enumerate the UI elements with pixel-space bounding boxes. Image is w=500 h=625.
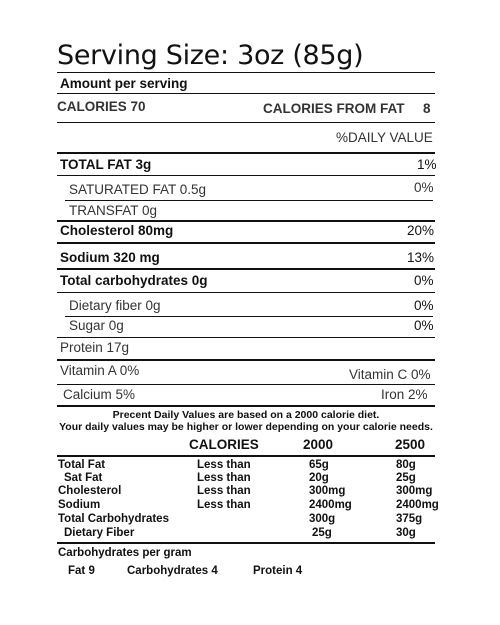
total-fat-label: TOTAL FAT 3g xyxy=(60,157,152,172)
trans-fat-label: TRANSFAT 0g xyxy=(69,203,158,218)
table-header-calories: CALORIES xyxy=(189,437,259,452)
sodium-label: Sodium 320 mg xyxy=(60,250,160,265)
table-row-2000: 300mg xyxy=(309,485,346,497)
table-row-2500: 80g xyxy=(396,459,416,471)
calories-from-fat-label: CALORIES FROM FAT xyxy=(263,101,405,116)
table-header-2000: 2000 xyxy=(303,437,334,452)
table-row-2000: 300g xyxy=(309,513,336,525)
sugar-dv: 0% xyxy=(414,318,434,333)
footnote-line-1: Precent Daily Values are based on a 2000 calorie diet. xyxy=(112,409,380,421)
table-row-cmp: Less than xyxy=(197,485,251,497)
calories-label: CALORIES 70 xyxy=(57,99,146,114)
vitamin-a: Vitamin A 0% xyxy=(60,363,140,378)
table-row-cmp: Less than xyxy=(197,459,251,471)
dietary-fiber-dv: 0% xyxy=(414,298,434,313)
footnote-line-2: Your daily values may be higher or lower depending on your calorie needs. xyxy=(59,421,433,433)
table-row-2500: 300mg xyxy=(396,485,433,497)
divider xyxy=(57,93,435,94)
amount-per-serving-label: Amount per serving xyxy=(60,76,188,91)
divider xyxy=(57,72,435,73)
saturated-fat-label: SATURATED FAT 0.5g xyxy=(69,182,207,197)
sugar-label: Sugar 0g xyxy=(69,318,124,333)
divider-thick xyxy=(57,242,435,244)
table-row-2000: 2400mg xyxy=(309,499,352,511)
divider xyxy=(57,175,435,176)
table-row-2500: 25g xyxy=(396,472,416,484)
divider xyxy=(57,122,435,123)
cholesterol-label: Cholesterol 80mg xyxy=(60,223,174,238)
vitamin-c: Vitamin C 0% xyxy=(349,367,431,382)
divider xyxy=(65,200,433,201)
table-header-2500: 2500 xyxy=(395,437,426,452)
per-gram-heading: Carbohydrates per gram xyxy=(58,547,192,559)
divider-thick xyxy=(57,268,435,270)
calories-from-fat-value: 8 xyxy=(423,101,431,116)
table-row-name: Dietary Fiber xyxy=(64,527,135,539)
table-row-cmp: Less than xyxy=(197,472,251,484)
table-row-name: Sat Fat xyxy=(64,472,103,484)
divider xyxy=(57,384,435,385)
divider xyxy=(57,292,435,293)
total-carbs-dv: 0% xyxy=(414,273,434,288)
table-row-2500: 30g xyxy=(396,527,416,539)
total-fat-dv: 1% xyxy=(417,157,437,172)
divider-thick xyxy=(57,220,435,222)
per-gram-carbs: Carbohydrates 4 xyxy=(127,565,218,577)
protein-label: Protein 17g xyxy=(60,340,130,355)
per-gram-fat: Fat 9 xyxy=(68,565,95,577)
calcium: Calcium 5% xyxy=(63,387,136,402)
serving-size-title: Serving Size: 3oz (85g) xyxy=(57,40,364,71)
daily-value-header: %DAILY VALUE xyxy=(336,130,433,145)
cholesterol-dv: 20% xyxy=(407,223,435,238)
divider-thick xyxy=(57,455,435,457)
dietary-fiber-label: Dietary fiber 0g xyxy=(69,298,161,313)
table-row-name: Total Fat xyxy=(58,459,106,471)
iron: Iron 2% xyxy=(381,387,428,402)
table-row-name: Cholesterol xyxy=(58,485,122,497)
divider xyxy=(57,337,435,338)
divider-thick xyxy=(57,405,435,407)
table-row-2000: 65g xyxy=(309,459,329,471)
total-carbs-label: Total carbohydrates 0g xyxy=(60,273,208,288)
divider-thick xyxy=(57,152,435,154)
per-gram-protein: Protein 4 xyxy=(253,565,303,577)
table-row-cmp: Less than xyxy=(197,499,251,511)
saturated-fat-dv: 0% xyxy=(414,180,434,195)
table-row-2000: 20g xyxy=(309,472,329,484)
table-row-2500: 2400mg xyxy=(396,499,439,511)
table-row-name: Total Carbohydrates xyxy=(58,513,169,525)
table-row-2000: 25g xyxy=(312,527,332,539)
table-row-2500: 375g xyxy=(396,513,423,525)
divider-thick xyxy=(57,542,435,544)
table-row-name: Sodium xyxy=(58,499,101,511)
divider xyxy=(65,316,433,317)
divider-thick xyxy=(57,359,435,361)
sodium-dv: 13% xyxy=(407,250,435,265)
